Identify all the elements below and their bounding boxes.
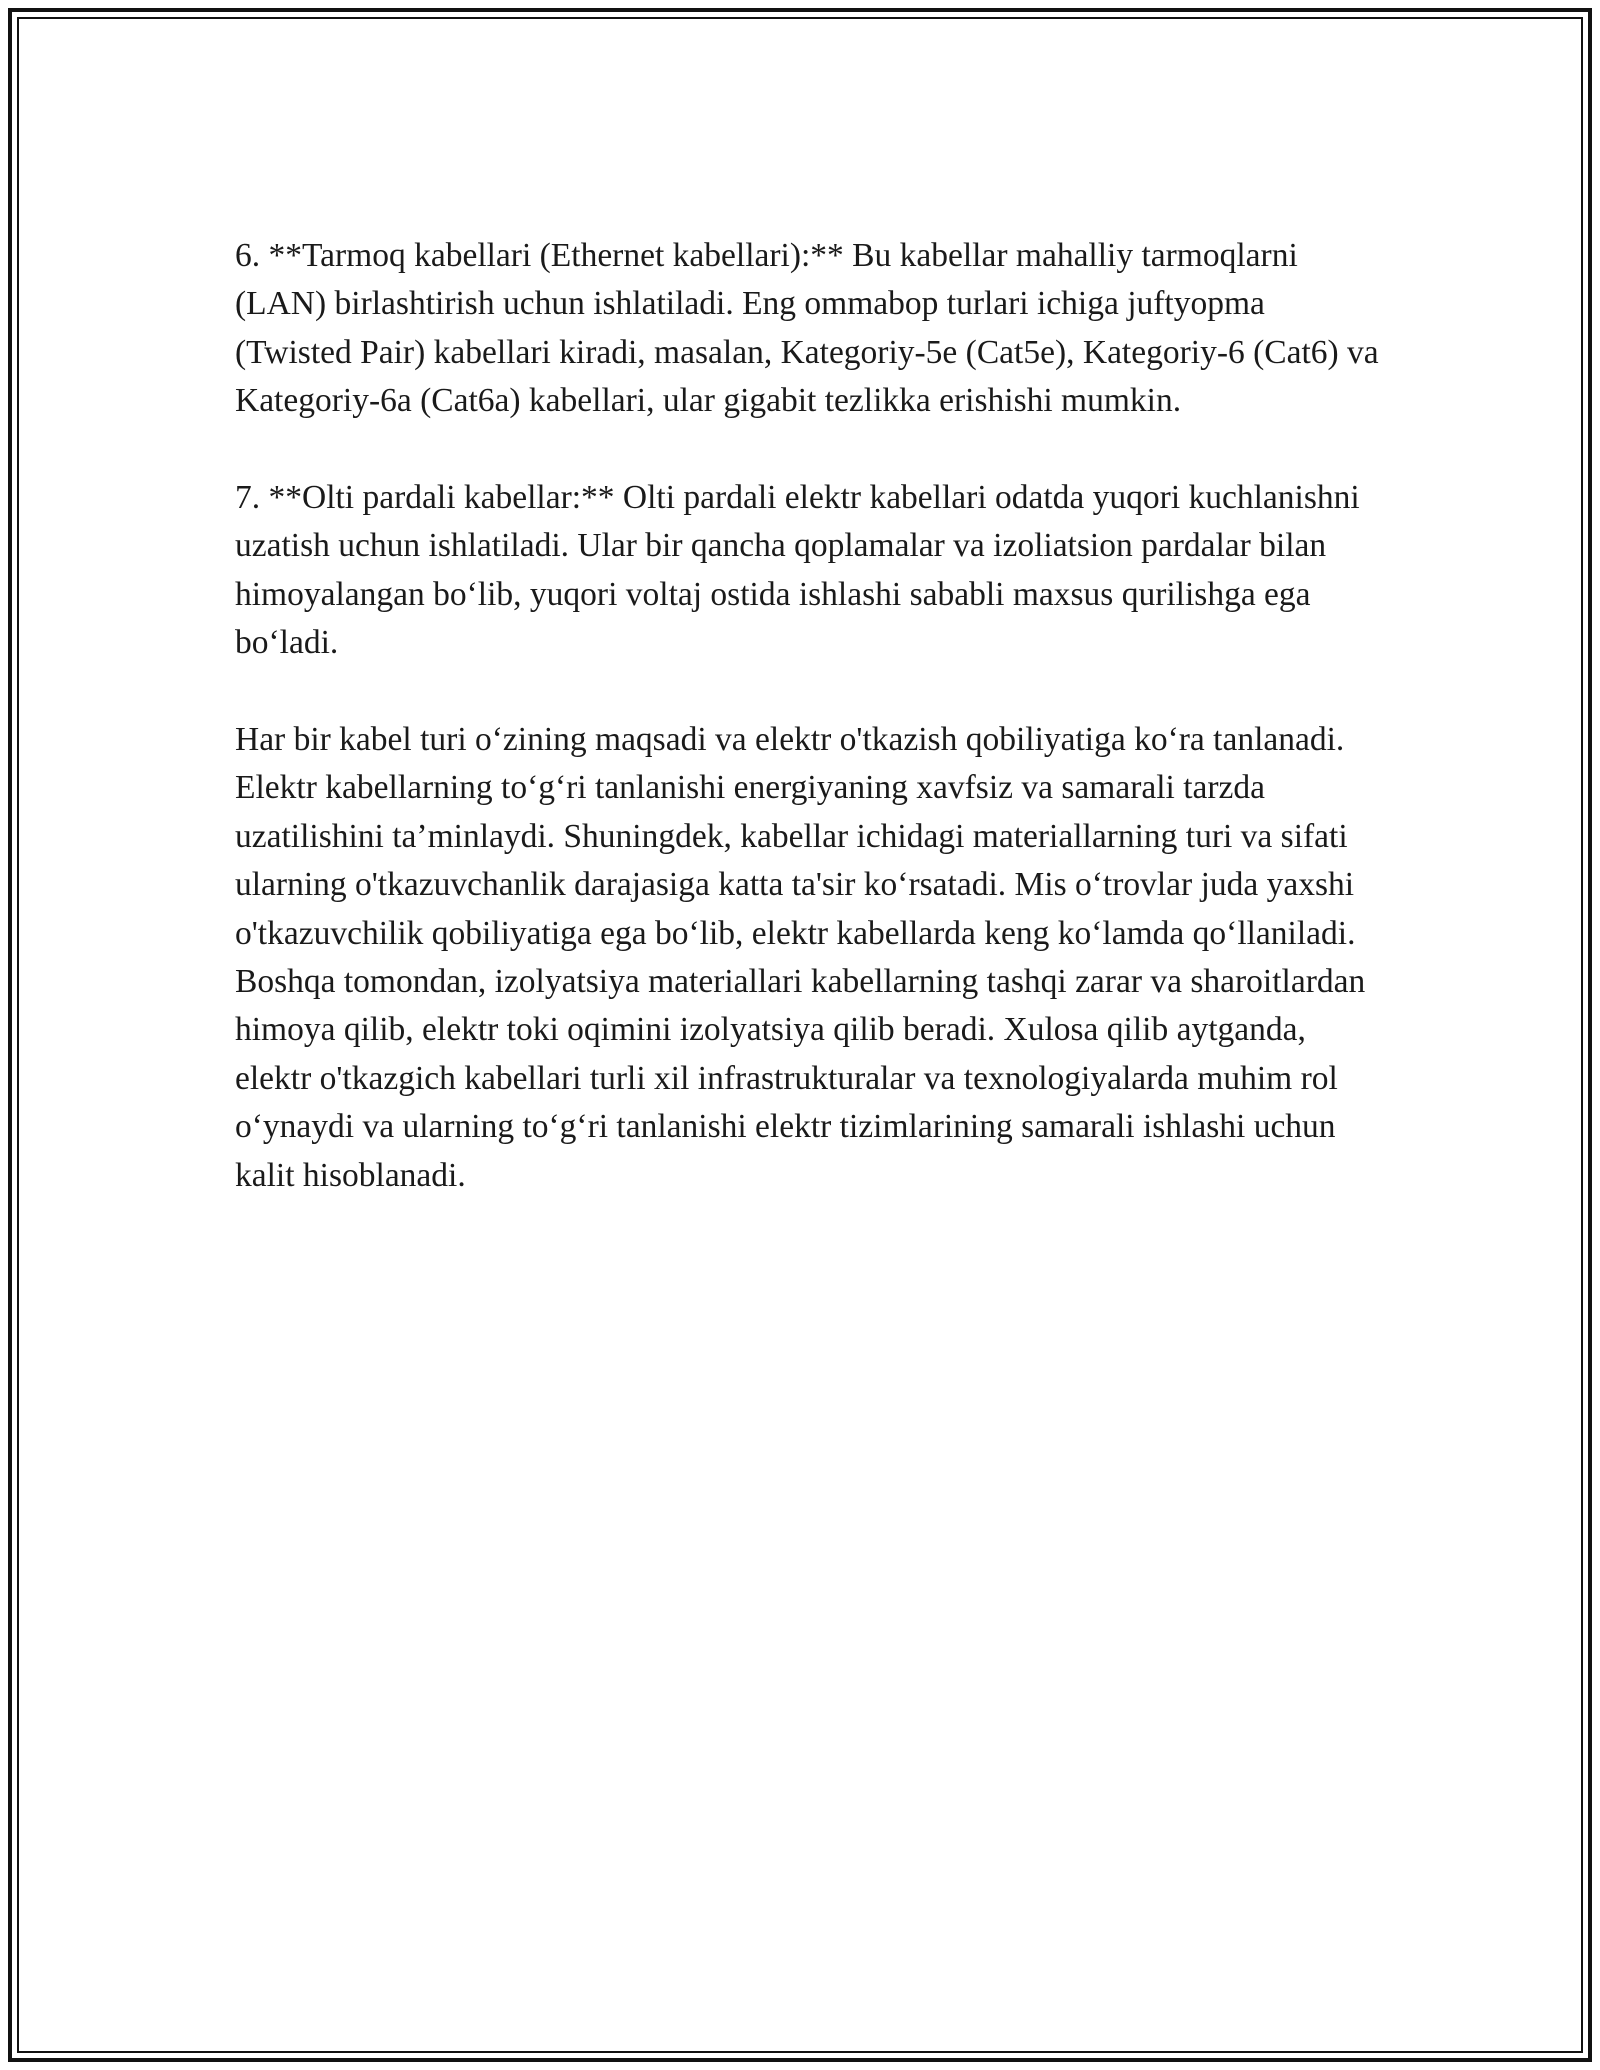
paragraph-layered-cables: 7. **Olti pardali kabellar:** Olti pardali elektr kabellari odatda yuqori kuchlanishni uzatish uchun ishlatiladi. Ular bir qancha qoplamalar va izoliatsion pardalar bilan himoyalangan bo‘lib, yuqori voltaj ostida ishlashi sababli maxsus qurilishga ega bo‘ladi. — [235, 479, 1360, 662]
paragraph-conclusion: Har bir kabel turi o‘zining maqsadi va elektr o'tkazish qobiliyatiga ko‘ra tanlanadi. Elektr kabellarning to‘g‘ri tanlanishi energiyaning xavfsiz va samarali tarzda uzatilishini ta’minlaydi. Shuningdek, kabellar ichidagi materiallarning turi va sifati ularning o'tkazuvchanlik darajasiga katta ta'sir ko‘rsatadi. Mis o‘trovlar juda yaxshi o'tkazuvchilik qobiliyatiga ega bo‘lib, elektr kabellarda keng ko‘lamda qo‘llaniladi. Boshqa tomondan, izolyatsiya materiallari kabellarning tashqi zarar va sharoitlardan himoya qilib, elektr toki oqimini izolyatsiya qilib beradi. Xulosa qilib aytganda, elektr o'tkazgich kabellari turli xil infrastrukturalar va texnologiyalarda muhim rol o‘ynaydi va ularning to‘g‘ri tanlanishi elektr tizimlarining samarali ishlashi uchun kalit hisoblanadi. — [235, 721, 1366, 1194]
paragraph-network-cables: 6. **Tarmoq kabellari (Ethernet kabellari):** Bu kabellar mahalliy tarmoqlarni (LAN) birlashtirish uchun ishlatiladi. Eng ommabop turlari ichiga juftyopma (Twisted Pair) kabellari kiradi, masalan, Kategoriy-5e (Cat5e), Kategoriy-6 (Cat6) va Kategoriy-6a (Cat6a) kabellari, ular gigabit tezlikka erishishi mumkin. — [235, 237, 1379, 420]
document-body — [235, 232, 1385, 1200]
